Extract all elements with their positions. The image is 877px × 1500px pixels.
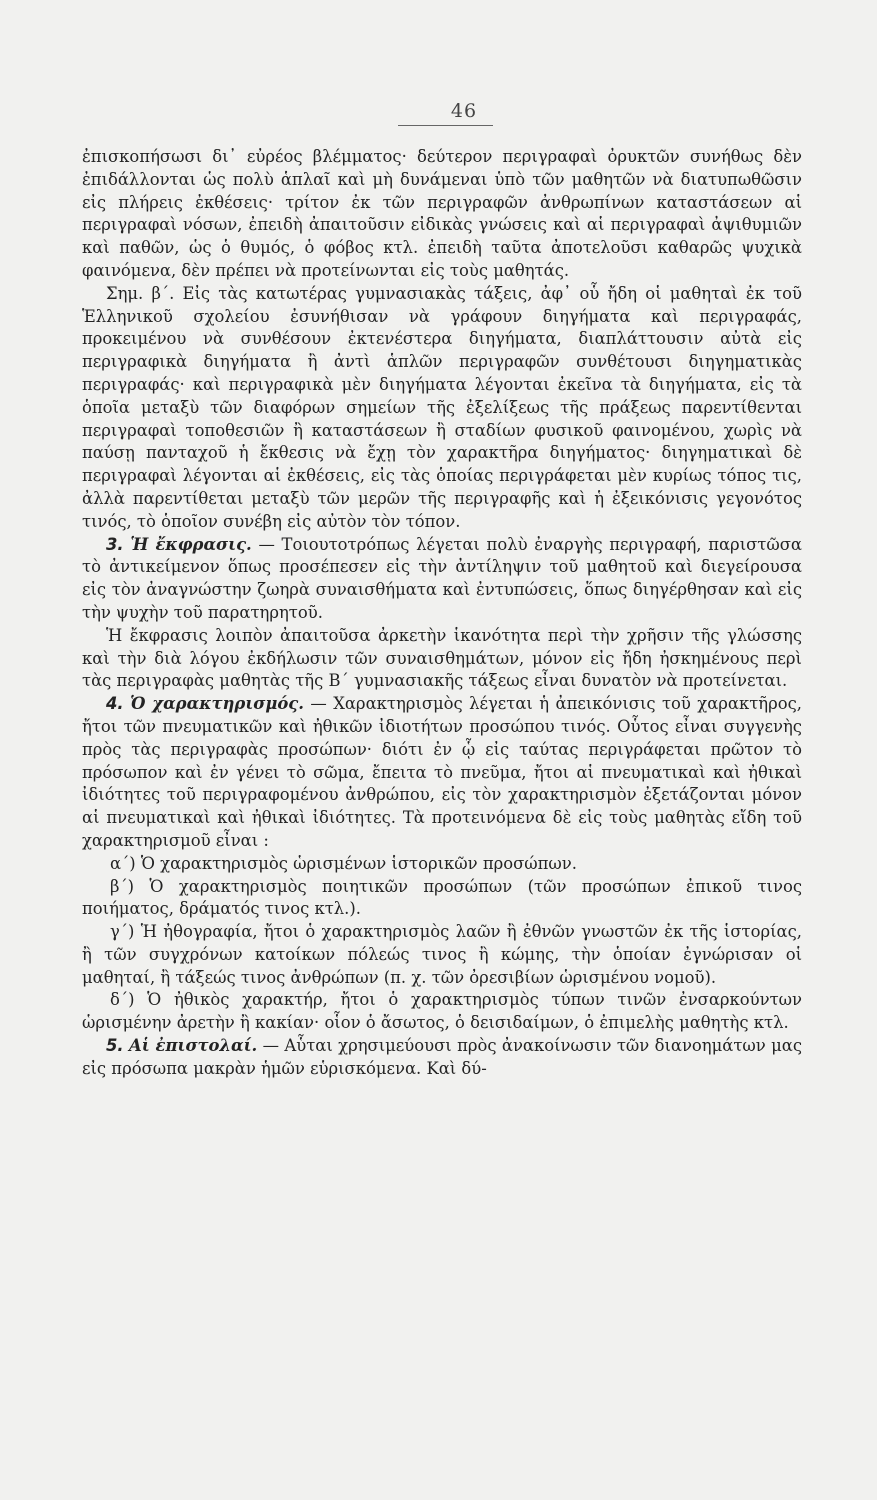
list-item: β΄) Ὁ χαρακτηρισμὸς ποιητικῶν προσώπων (τῶν προσώπων ἐπικοῦ τινος ποιήματος, δράματός τινος κτλ.).	[82, 876, 802, 919]
note-beta-paragraph: Σημ. β΄. Εἰς τὰς κατωτέρας γυμνασιακὰς τάξεις, ἀφ᾽ οὗ ἤδη οἱ μαθηταὶ ἐκ τοῦ Ἑλληνικοῦ σχολείου ἐσυνήθισαν νὰ γράφουν διηγήματα καὶ περιγραφάς, προκειμένου νὰ συνθέσουν ἐκτενέστερα διηγήματα, διαπλάττουσιν αὐτὰ εἰς περιγραφικὰ διηγήματα ἢ ἀντὶ ἁπλῶν περιγραφῶν συνθέτουσι διηγηματικὰς περιγραφάς· καὶ περιγραφικὰ μὲν διηγήματα λέγονται ἐκεῖνα τὰ διηγήματα, εἰς τὰ ὁποῖα μεταξὺ τῶν διαφόρων σημείων τῆς ἐξελίξεως τῆς πράξεως παρεντίθενται περιγραφαὶ τοποθεσιῶν ἢ καταστάσεων ἢ σταδίων φυσικοῦ φαινομένου, χωρὶς νὰ παύσῃ πανταχοῦ ἡ ἔκθεσις νὰ ἔχῃ τὸν χαρακτῆρα διηγήματος· διηγηματικαὶ δὲ περιγραφαὶ λέγονται αἱ ἐκθέσεις, εἰς τὰς ὁποίας περιγράφεται μὲν κυρίως τόπος τις, ἀλλὰ παρεντίθεται μεταξὺ τῶν μερῶν τῆς περιγραφῆς καὶ ἡ ἐξεικόνισις γεγονότος τινός, τὸ ὁποῖον συνέβη εἰς αὐτὸν τὸν τόπον.	[82, 283, 802, 531]
section-number: 3.	[106, 534, 124, 554]
section-ekphrasis	[82, 534, 802, 625]
section-text: — Χαρακτηρισμὸς λέγεται ἡ ἀπεικόνισις τοῦ χαρακτῆρος, ἤτοι τῶν πνευματικῶν καὶ ἠθικῶν ἰδιοτήτων προσώπου τινός. Οὗτος εἶναι συγγενὴς πρὸς τὰς περιγραφὰς προσώπων· διότι ἐν ᾧ εἰς ταύτας περιγράφεται πρῶτον τὸ πρόσωπον καὶ ἐν γένει τὸ σῶμα, ἔπειτα τὸ πνεῦμα, ἤτοι αἱ πνευματικαὶ καὶ ἠθικαὶ ἰδιότητες τοῦ περιγραφομένου ἀνθρώπου, εἰς τὸν χαρακτηρισμὸν ἐξετάζονται μόνον αἱ πνευματικαὶ καὶ ἠθικαὶ ἰδιότητες. Τὰ προτεινόμενα δὲ εἰς τοὺς μαθητὰς εἴδη τοῦ χαρακτηρισμοῦ εἶναι :	[82, 694, 803, 850]
section-title: Αἱ ἐπιστολαί.	[129, 1036, 258, 1056]
section-text: — Αὗται χρησιμεύουσι πρὸς ἀνακοίνωσιν τῶν διανοημάτων μας εἰς πρόσωπα μακρὰν ἡμῶν εὑρισκόμενα. Καὶ δύ-	[82, 1036, 803, 1078]
list-item: δ΄) Ὁ ἠθικὸς χαρακτήρ, ἤτοι ὁ χαρακτηρισμὸς τύπων τινῶν ἐνσαρκούντων ὡρισμένην ἀρετὴν ἢ κακίαν· οἷον ὁ ἄσωτος, ὁ δεισιδαίμων, ὁ ἐπιμελὴς μαθητὴς κτλ.	[82, 990, 802, 1033]
list-item: α΄) Ὁ χαρακτηρισμὸς ὡρισμένων ἱστορικῶν προσώπων.	[110, 853, 577, 873]
section-number: 5.	[106, 1036, 124, 1056]
paragraph-continuation: ἐπισκοπήσωσι δι᾽ εὐρέος βλέμματος· δεύτερον περιγραφαὶ ὀρυκτῶν συνήθως δὲν ἐπιδάλλονται ὡς πολὺ ἁπλαῖ καὶ μὴ δυνάμεναι ὑπὸ τῶν μαθητῶν νὰ διατυπωθῶσιν εἰς πλήρεις ἐκθέσεις· τρίτον ἐκ τῶν περιγραφῶν ἀνθρωπίνων καταστάσεων αἱ περιγραφαὶ νόσων, ἐπειδὴ ἀπαιτοῦσιν εἰδικὰς γνώσεις καὶ αἱ περιγραφαὶ ἀψιθυμιῶν καὶ παθῶν, ὡς ὁ θυμός, ὁ φόβος κτλ. ἐπειδὴ ταῦτα ἀποτελοῦσι καθαρῶς ψυχικὰ φαινόμενα, δὲν πρέπει νὰ προτείνωνται εἰς τοὺς μαθητάς.	[82, 147, 802, 280]
page-number: 46	[450, 100, 478, 122]
section-title: Ὁ χαρακτηρισμός.	[130, 694, 304, 714]
section-characterization	[82, 693, 802, 853]
list-item: γ΄) Ἡ ἠθογραφία, ἤτοι ὁ χαρακτηρισμὸς λαῶν ἢ ἐθνῶν γνωστῶν ἐκ τῆς ἱστορίας, ἢ τῶν συγχρόνων κατοίκων πόλεώς τινος ἢ κώμης, τὴν ὁποίαν ἐγνώρισαν οἱ μαθηταί, ἢ τάξεώς τινος ἀνθρώπων (π. χ. τῶν ὀρεσιβίων ὡρισμένου νομοῦ).	[82, 922, 802, 987]
page-content	[82, 146, 802, 1081]
ekphrasis-paragraph: Ἡ ἔκφρασις λοιπὸν ἀπαιτοῦσα ἀρκετὴν ἱκανότητα περὶ τὴν χρῆσιν τῆς γλώσσης καὶ τὴν διὰ λόγου ἐκδήλωσιν τῶν συναισθημάτων, μόνον εἰς ἤδη ἠσκημένους περὶ τὰς περιγραφὰς μαθητὰς τῆς Β΄ γυμνασιακῆς τάξεως εἶναι δυνατὸν νὰ προτείνεται.	[82, 625, 802, 691]
section-text: — Τοιουτοτρόπως λέγεται πολὺ ἐναργὴς περιγραφή, παριστῶσα τὸ ἀντικείμενον ὅπως προσέπεσεν εἰς τὴν ἀντίληψιν τοῦ μαθητοῦ καὶ διεγείρουσα εἰς τὸν ἀναγνώστην ζωηρὰ συναισθήματα καὶ ἐντυπώσεις, ὅπως διηγέρθησαν καὶ εἰς τὴν ψυχὴν τοῦ παρατηρητοῦ.	[82, 534, 802, 622]
page-number-rule	[398, 125, 493, 126]
section-letters	[82, 1035, 802, 1081]
section-number: 4.	[106, 694, 124, 714]
section-title: Ἡ ἔκφρασις.	[130, 534, 252, 554]
